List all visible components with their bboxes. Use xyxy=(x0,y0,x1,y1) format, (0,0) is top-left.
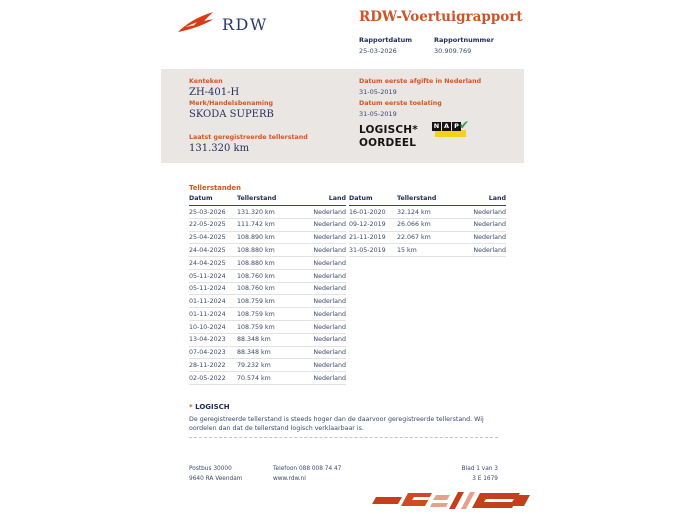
footnote-divider xyxy=(189,437,498,438)
row-odometer: 108.890 km xyxy=(237,234,275,242)
nap-checkmark-icon: ✔ xyxy=(459,118,470,132)
table-row xyxy=(189,244,346,257)
tellerstand-label: Laatst geregistreerde tellerstand xyxy=(189,134,308,141)
table-row xyxy=(189,308,346,321)
table-row xyxy=(189,232,346,245)
footer-form-code: 3 E 1679 xyxy=(472,476,498,482)
report-number-label: Rapportnummer xyxy=(434,36,494,44)
row-country: Nederland xyxy=(313,361,346,369)
row-date: 10-10-2024 xyxy=(189,323,226,331)
row-odometer: 131.320 km xyxy=(237,208,275,216)
row-country: Nederland xyxy=(313,374,346,382)
row-odometer: 22.067 km xyxy=(397,234,431,242)
footnote-title xyxy=(189,403,501,411)
footer-postbus: Postbus 30000 xyxy=(189,466,232,472)
footnote-title-text: LOGISCH xyxy=(195,403,230,411)
table-row xyxy=(189,334,346,347)
row-date: 24-04-2025 xyxy=(189,246,226,254)
footnote-text: De geregistreerde tellerstand is steeds hoger dan de daarvoor geregistreerde tellerstand. Wij oordelen dan dat de tellerstand logisch verklaarbaar is. xyxy=(189,415,484,432)
row-odometer: 108.760 km xyxy=(237,272,275,280)
table-body xyxy=(189,206,346,385)
table-header xyxy=(349,195,506,206)
table-row xyxy=(189,295,346,308)
oordeel-line2: OORDEEL xyxy=(359,137,417,149)
footer-page-indicator: Blad 1 van 3 xyxy=(461,466,498,472)
row-country: Nederland xyxy=(313,349,346,357)
row-date: 22-05-2025 xyxy=(189,221,226,229)
row-odometer: 108.759 km xyxy=(237,298,275,306)
footnote-star: * xyxy=(189,403,193,411)
kenteken-field xyxy=(189,78,239,98)
row-date: 07-04-2023 xyxy=(189,349,226,357)
table-row xyxy=(189,206,346,219)
row-odometer: 108.760 km xyxy=(237,285,275,293)
table-row xyxy=(189,270,346,283)
row-country: Nederland xyxy=(313,272,346,280)
row-date: 05-11-2024 xyxy=(189,285,226,293)
rdw-logo xyxy=(177,10,268,38)
row-odometer: 79.232 km xyxy=(237,361,271,369)
row-odometer: 108.880 km xyxy=(237,259,275,267)
row-date: 01-11-2024 xyxy=(189,310,226,318)
row-country: Nederland xyxy=(313,221,346,229)
row-date: 31-05-2019 xyxy=(349,246,386,254)
row-date: 01-11-2024 xyxy=(189,298,226,306)
merk-value: SKODA SUPERB xyxy=(189,109,274,120)
row-date: 02-05-2022 xyxy=(189,374,226,382)
row-country: Nederland xyxy=(473,221,506,229)
row-country: Nederland xyxy=(313,259,346,267)
table-header xyxy=(189,195,346,206)
nap-logo-icon xyxy=(432,118,478,140)
table-row xyxy=(189,347,346,360)
row-odometer: 70.574 km xyxy=(237,374,271,382)
table-row xyxy=(189,257,346,270)
section-title-tellerstanden: Tellerstanden xyxy=(189,184,241,192)
afgifte-field xyxy=(359,78,481,96)
rdw-swoosh-icon xyxy=(177,10,215,38)
table-row xyxy=(189,219,346,232)
col-header-datum: Datum xyxy=(189,195,213,202)
table-row xyxy=(189,283,346,296)
table-row xyxy=(189,359,346,372)
table-row xyxy=(349,206,506,219)
nap-letter-p: P xyxy=(452,122,461,131)
row-odometer: 108.759 km xyxy=(237,323,275,331)
afgifte-label: Datum eerste afgifte in Nederland xyxy=(359,78,482,85)
oordeel-line1: LOGISCH* xyxy=(359,124,418,136)
tellerstand-value: 131.320 km xyxy=(189,143,250,154)
kenteken-label: Kenteken xyxy=(189,78,223,85)
footnote xyxy=(189,403,501,433)
row-odometer: 108.880 km xyxy=(237,246,275,254)
col-header-land: Land xyxy=(488,195,506,202)
row-odometer: 32.124 km xyxy=(397,208,431,216)
table-row xyxy=(349,219,506,232)
report-date-value: 25-03-2026 xyxy=(359,47,397,55)
odometer-table-right xyxy=(349,195,506,257)
table-row xyxy=(189,372,346,385)
col-header-tellerstand: Tellerstand xyxy=(237,195,277,202)
nap-letter-n: N xyxy=(433,122,440,130)
footer-city: 9640 RA Veendam xyxy=(189,476,243,482)
page-title: RDW-Voertuigrapport xyxy=(359,9,523,25)
footer-contact xyxy=(273,466,428,482)
footer-phone: Telefoon 088 008 74 47 xyxy=(273,466,342,472)
toelating-label: Datum eerste toelating xyxy=(359,100,442,107)
merk-label: Merk/Handelsbenaming xyxy=(189,100,274,107)
report-date-field xyxy=(359,36,412,55)
row-country: Nederland xyxy=(313,285,346,293)
row-odometer: 108.759 km xyxy=(237,310,275,318)
report-meta xyxy=(359,36,494,55)
rdw-logo-text: RDW xyxy=(222,14,268,34)
odometer-table-left xyxy=(189,195,346,385)
row-odometer: 111.742 km xyxy=(237,221,275,229)
row-date: 25-04-2025 xyxy=(189,234,226,242)
report-date-label: Rapportdatum xyxy=(359,36,413,44)
table-row xyxy=(349,244,506,257)
toelating-field xyxy=(359,100,442,118)
rdw-footer-graphic xyxy=(368,490,532,514)
footer-page-info xyxy=(428,466,498,482)
row-date: 13-04-2023 xyxy=(189,336,226,344)
table-row xyxy=(189,321,346,334)
afgifte-value: 31-05-2019 xyxy=(359,88,397,96)
row-date: 21-11-2019 xyxy=(349,234,386,242)
row-date: 16-01-2020 xyxy=(349,208,386,216)
row-country: Nederland xyxy=(473,234,506,242)
vehicle-summary-panel xyxy=(161,69,524,163)
nap-letter-a: A xyxy=(443,122,450,130)
footer-address xyxy=(189,466,273,482)
row-country: Nederland xyxy=(473,208,506,216)
row-date: 24-04-2025 xyxy=(189,259,226,267)
col-header-land: Land xyxy=(328,195,346,202)
col-header-tellerstand: Tellerstand xyxy=(397,195,437,202)
row-odometer: 88.348 km xyxy=(237,349,271,357)
row-odometer: 26.066 km xyxy=(397,221,431,229)
row-country: Nederland xyxy=(313,323,346,331)
row-country: Nederland xyxy=(313,298,346,306)
row-date: 25-03-2026 xyxy=(189,208,226,216)
row-country: Nederland xyxy=(313,310,346,318)
row-date: 09-12-2019 xyxy=(349,221,386,229)
tellerstand-field xyxy=(189,134,308,154)
row-country: Nederland xyxy=(313,336,346,344)
kenteken-value: ZH-401-H xyxy=(189,87,240,98)
table-row xyxy=(349,232,506,245)
merk-field xyxy=(189,100,274,120)
report-number-value: 30.909.769 xyxy=(434,47,472,55)
row-country: Nederland xyxy=(473,246,506,254)
page-footer xyxy=(189,466,498,482)
row-date: 28-11-2022 xyxy=(189,361,226,369)
col-header-datum: Datum xyxy=(349,195,373,202)
row-date: 05-11-2024 xyxy=(189,272,226,280)
row-country: Nederland xyxy=(313,208,346,216)
report-page xyxy=(161,0,524,514)
row-odometer: 88.348 km xyxy=(237,336,271,344)
row-country: Nederland xyxy=(313,246,346,254)
row-odometer: 15 km xyxy=(397,246,417,254)
toelating-value: 31-05-2019 xyxy=(359,110,397,118)
report-number-field xyxy=(434,36,494,55)
footer-website: www.rdw.nl xyxy=(273,476,306,482)
table-body xyxy=(349,206,506,257)
oordeel-verdict xyxy=(359,124,418,150)
row-country: Nederland xyxy=(313,234,346,242)
